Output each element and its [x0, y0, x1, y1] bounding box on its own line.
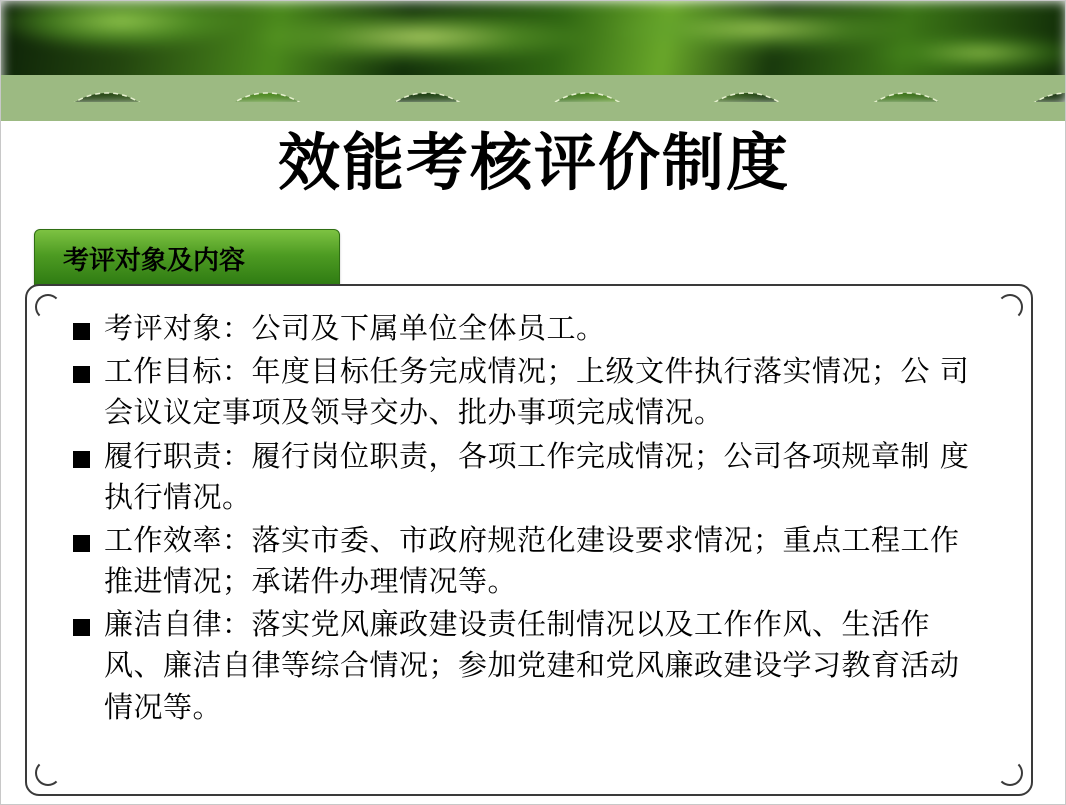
square-bullet-icon [73, 619, 90, 636]
content-box [25, 284, 1033, 796]
list-item [73, 308, 983, 349]
banner-baseline [1, 102, 1066, 121]
square-bullet-icon [73, 366, 90, 383]
page-title: 效能考核评价制度 [277, 126, 790, 199]
list-item-text: 考评对象：公司及下属单位全体员工。 [104, 311, 606, 345]
list-item [73, 604, 983, 728]
list-item-text: 廉洁自律：落实党风廉政建设责任制情况以及工作作风、生活作风、廉洁自律等综合情况；参加党建和党风廉政建设学习教育活动情况等。 [104, 607, 960, 724]
list-item [73, 520, 983, 602]
decorative-banner [1, 1, 1066, 121]
list-item-text: 履行职责：履行岗位职责，各项工作完成情况；公司各项规章制 度执行情况。 [104, 438, 970, 514]
square-bullet-icon [73, 535, 90, 552]
list-item [73, 436, 983, 518]
bullet-list [73, 308, 983, 730]
list-item [73, 351, 983, 433]
list-item-text: 工作效率：落实市委、市政府规范化建设要求情况；重点工程工作推进情况；承诺件办理情况等。 [104, 522, 960, 599]
section-tab [34, 229, 340, 287]
list-item-text: 工作目标：年度目标任务完成情况；上级文件执行落实情况；公 司会议议定事项及领导交办、批办事项完成情况。 [104, 354, 970, 430]
section-tab-label: 考评对象及内容 [63, 245, 246, 276]
corner-curl-bottom-left-icon [35, 760, 61, 786]
square-bullet-icon [73, 451, 90, 468]
corner-curl-bottom-right-icon [997, 760, 1023, 786]
corner-curl-top-left-icon [35, 294, 61, 320]
corner-curl-top-right-icon [997, 294, 1023, 320]
square-bullet-icon [73, 323, 90, 340]
